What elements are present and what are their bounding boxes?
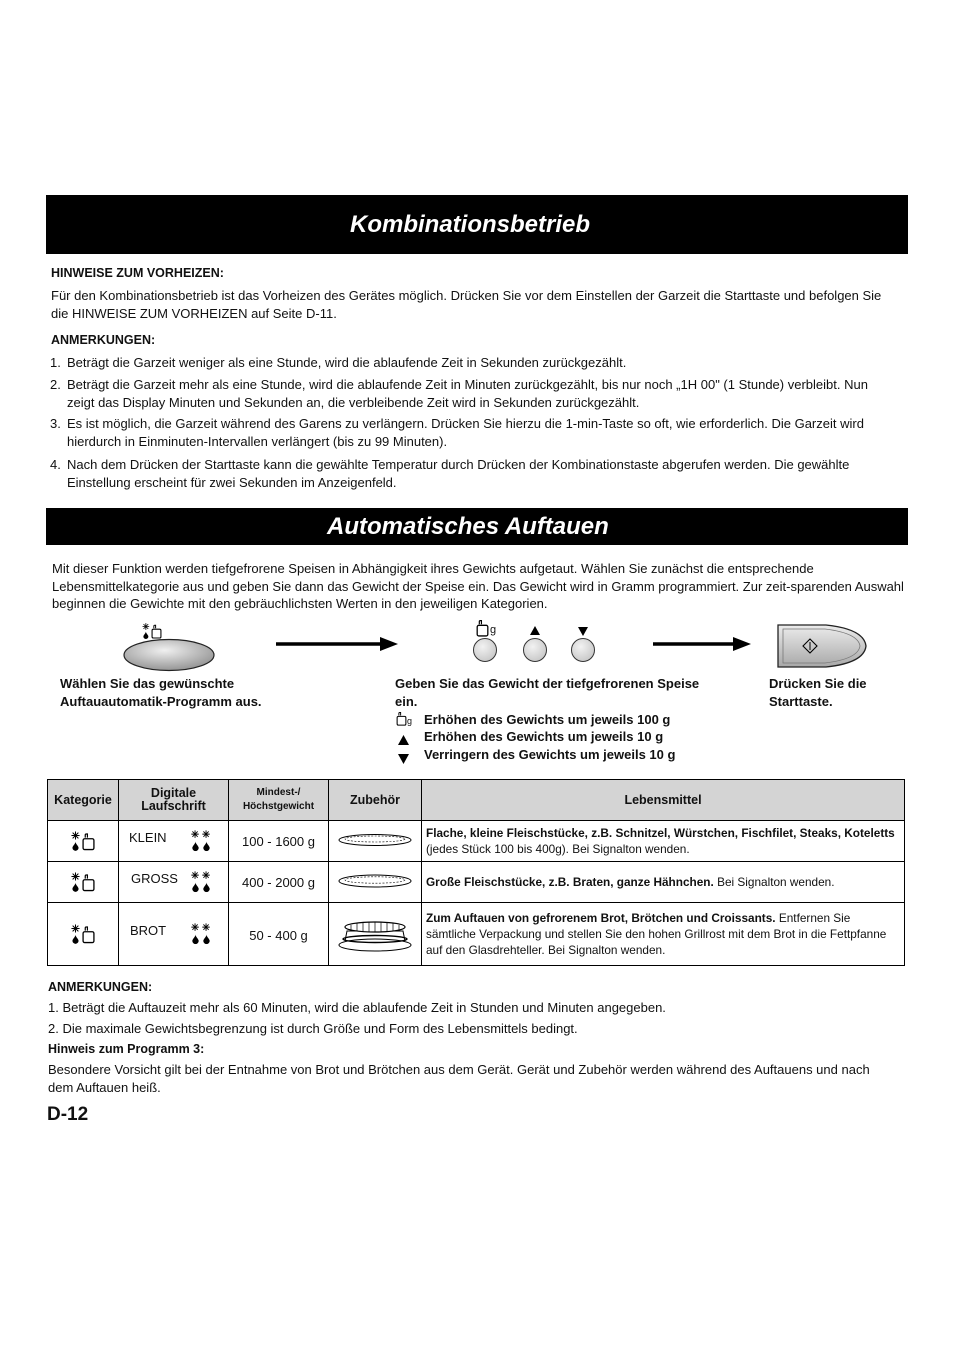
col-header: Digitale Laufschrift [119, 780, 229, 821]
weight-key-icon [476, 620, 489, 637]
step2-item: Erhöhen des Gewichts um jeweils 100 g [424, 712, 671, 727]
col-header: Mindest-/ Höchstgewicht [229, 780, 329, 821]
hint-heading: Hinweis zum Programm 3: [48, 1042, 205, 1056]
table-row [48, 821, 905, 862]
weight-range: 100 - 1600 g [229, 821, 329, 862]
note-item: 1. Beträgt die Garzeit weniger als eine Stunde, wird die ablaufende Zeit in Sekunden zurückgezählt. [50, 355, 627, 370]
display-text: GROSS [131, 871, 178, 886]
down-arrow-icon [398, 754, 409, 764]
arrow-right-icon [276, 636, 400, 652]
defrost-category-icon [70, 871, 96, 893]
col-header: Lebensmittel [422, 780, 905, 821]
display-text: KLEIN [129, 830, 167, 845]
section-banner-auftauen [46, 508, 908, 545]
down-arrow-icon [578, 627, 588, 636]
defrost-button[interactable] [122, 638, 216, 672]
note-item: 2. Beträgt die Garzeit mehr als eine Stunde, wird die ablaufende Zeit in Minuten zurückgezählt, bis nur noch „1H 00" (1 Stunde) verbleibt. Nun zeigt das Display Minuten und Sekunden an, die verbleibende Zeit wird in Sekunden zurückgezählt. [50, 377, 868, 410]
weight-key-unit: g [490, 624, 497, 636]
section-banner-kombinationsbetrieb [46, 195, 908, 254]
section-title: Kombinationsbetrieb [350, 210, 591, 238]
defrost-category-icon [70, 923, 96, 945]
step2-item: Erhöhen des Gewichts um jeweils 10 g [424, 729, 664, 744]
thaw-symbol-icon [190, 871, 212, 893]
col-header: Kategorie [48, 780, 119, 821]
weight-100g-button[interactable] [473, 638, 497, 662]
food-bold: Große Fleischstücke, z.B. Braten, ganze Hähnchen. [426, 875, 714, 889]
note-item: 4. Nach dem Drücken der Starttaste kann die gewählte Temperatur durch Drücken der Kombinationstaste abgerufen werden. Die gewählte Einstellung erscheint für zwei Sekunden im Anzeigenfeld. [50, 457, 850, 490]
arrow-right-icon [653, 636, 753, 652]
grill-rack-icon [337, 913, 413, 953]
weight-down-button[interactable] [571, 638, 595, 662]
note-item: 2. Die maximale Gewichtsbegrenzung ist durch Größe und Form des Lebensmittels bedingt. [48, 1021, 578, 1036]
up-arrow-icon [530, 626, 540, 635]
start-button[interactable] [776, 623, 868, 669]
table-row [48, 862, 905, 903]
up-arrow-icon [398, 735, 409, 745]
step2-item: Verringern des Gewichts um jeweils 10 g [424, 747, 676, 762]
note-item: 3. Es ist möglich, die Garzeit während des Garens zu verlängern. Drücken Sie hierzu die 1-min-Taste so oft, wie erforderlich. Die Garzeit wird hierdurch in Einminuten-Intervallen verlängert (bis zu 99 Minuten). [50, 416, 864, 449]
note-item: 1. Beträgt die Auftauzeit mehr als 60 Minuten, wird die ablaufende Zeit in Stunden und Minuten angegeben. [48, 1000, 666, 1015]
weight-key-unit: g [407, 716, 413, 726]
table-header-row [48, 780, 905, 821]
food-normal: Entfernen Sie sämtliche Verpackung und stellen Sie den hohen Grillrost mit dem Brot in die Fettpfanne auf den Glasdrehteller. Bei Signalton wenden. [426, 911, 887, 957]
food-normal: Bei Signalton wenden. [713, 875, 835, 889]
preheat-text: Für den Kombinationsbetrieb ist das Vorheizen des Gerätes möglich. Drücken Sie vor dem Einstellen der Garzeit die Starttaste und befolgen Sie die HINWEISE ZUM VORHEIZEN auf Seite D-11. [51, 288, 882, 321]
turntable-plate-icon [337, 873, 413, 889]
step2-label: Geben Sie das Gewicht der tiefgefrorenen Speise ein. [395, 676, 700, 709]
defrost-table [47, 779, 905, 966]
food-bold: Zum Auftauen von gefrorenem Brot, Brötchen und Croissants. [426, 911, 776, 925]
section-title: Automatisches Auftauen [327, 512, 609, 540]
notes-heading: ANMERKUNGEN: [51, 333, 156, 347]
col-header: Zubehör [329, 780, 422, 821]
thaw-symbol-icon [190, 923, 212, 945]
step3-label: Drücken Sie die Starttaste. [769, 676, 867, 709]
step1-label: Wählen Sie das gewünschte Auftauautomatik-Programm aus. [60, 676, 262, 709]
turntable-plate-icon [337, 833, 413, 847]
weight-up-button[interactable] [523, 638, 547, 662]
defrost-category-icon [70, 830, 96, 852]
table-row [48, 903, 905, 966]
weight-key-icon [396, 712, 407, 726]
food-bold: Flache, kleine Fleischstücke, z.B. Schnitzel, Würstchen, Fischfilet, Steaks, Koteletts [426, 826, 895, 840]
display-text: BROT [130, 923, 167, 938]
weight-range: 50 - 400 g [229, 903, 329, 966]
preheat-heading: HINWEISE ZUM VORHEIZEN: [51, 266, 224, 280]
intro-text: Mit dieser Funktion werden tiefgefrorene Speisen in Abhängigkeit ihres Gewichts aufgetaut. Wählen Sie zunächst die entsprechende Lebensmittelkategorie aus und geben Sie dann das Gewicht der Speise ein. Das Gewicht wird in Gramm programmiert. Zur zeit-sparenden Auswahl beginnen die Gewichte mit den gebräuchlichsten Werten in den jeweiligen Kategorien. [52, 561, 904, 611]
notes-heading: ANMERKUNGEN: [48, 980, 153, 994]
thaw-symbol-icon [190, 830, 212, 852]
weight-range: 400 - 2000 g [229, 862, 329, 903]
food-normal: (jedes Stück 100 bis 400g). Bei Signalton wenden. [426, 842, 690, 856]
page-number: D-12 [47, 1104, 89, 1125]
hint-text: Besondere Vorsicht gilt bei der Entnahme von Brot und Brötchen aus dem Gerät. Gerät und Zubehör werden während des Auftauens und nach dem Auftauen heiß. [48, 1062, 870, 1095]
